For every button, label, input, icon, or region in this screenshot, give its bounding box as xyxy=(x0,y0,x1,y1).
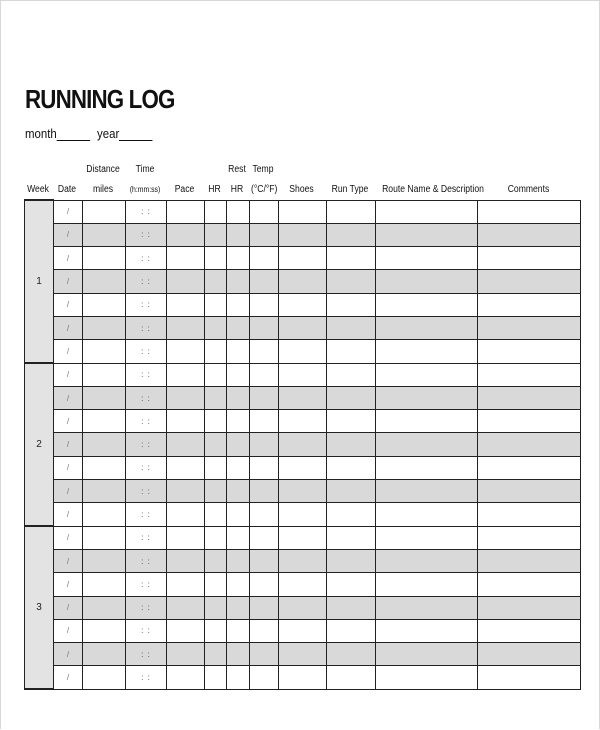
shoes-cell[interactable] xyxy=(279,247,327,270)
time-cell[interactable]: : : xyxy=(126,503,167,526)
rest-hr-cell[interactable] xyxy=(227,549,250,572)
time-cell[interactable]: : : xyxy=(126,456,167,479)
temp-cell[interactable] xyxy=(250,549,279,572)
header-distance-unit: miles xyxy=(92,184,114,195)
log-row xyxy=(25,456,581,479)
log-row xyxy=(25,643,581,666)
header-comments: Comments xyxy=(507,184,550,195)
rest-hr-cell[interactable] xyxy=(227,596,250,619)
rest-hr-cell[interactable] xyxy=(227,643,250,666)
date-cell[interactable]: / xyxy=(54,410,83,433)
month-field[interactable] xyxy=(25,126,90,141)
comments-cell[interactable] xyxy=(478,596,581,619)
header-rest-hr-label: HR xyxy=(230,184,244,195)
log-row xyxy=(25,549,581,572)
rest-hr-cell[interactable] xyxy=(227,200,250,223)
date-cell[interactable]: / xyxy=(54,340,83,363)
header-distance xyxy=(85,164,121,196)
time-cell[interactable]: : : xyxy=(126,480,167,503)
time-cell[interactable]: : : xyxy=(126,386,167,409)
run-type-cell[interactable] xyxy=(327,363,376,386)
header-route: Route Name & Description xyxy=(382,184,484,195)
pace-cell[interactable] xyxy=(167,526,205,549)
time-cell[interactable]: : : xyxy=(126,549,167,572)
hr-cell[interactable] xyxy=(205,316,227,339)
log-row xyxy=(25,270,581,293)
pace-cell[interactable] xyxy=(167,619,205,642)
route-cell[interactable] xyxy=(376,340,478,363)
temp-cell[interactable] xyxy=(250,643,279,666)
hr-cell[interactable] xyxy=(205,386,227,409)
rest-hr-cell[interactable] xyxy=(227,456,250,479)
route-cell[interactable] xyxy=(376,247,478,270)
hr-cell[interactable] xyxy=(205,247,227,270)
comments-cell[interactable] xyxy=(478,503,581,526)
comments-cell[interactable] xyxy=(478,386,581,409)
comments-cell[interactable] xyxy=(478,200,581,223)
log-row xyxy=(25,526,581,549)
date-cell[interactable]: / xyxy=(54,619,83,642)
temp-cell[interactable] xyxy=(250,270,279,293)
comments-cell[interactable] xyxy=(478,363,581,386)
header-time xyxy=(128,164,162,196)
date-cell[interactable]: / xyxy=(54,223,83,246)
run-type-cell[interactable] xyxy=(327,247,376,270)
pace-cell[interactable] xyxy=(167,549,205,572)
time-cell[interactable]: : : xyxy=(126,573,167,596)
header-temp xyxy=(250,164,278,196)
hr-cell[interactable] xyxy=(205,456,227,479)
distance-cell[interactable] xyxy=(83,363,126,386)
date-cell[interactable]: / xyxy=(54,480,83,503)
time-cell[interactable]: : : xyxy=(126,643,167,666)
pace-cell[interactable] xyxy=(167,200,205,223)
hr-cell[interactable] xyxy=(205,200,227,223)
rest-hr-cell[interactable] xyxy=(227,293,250,316)
header-temp-label: Temp xyxy=(252,164,274,175)
temp-cell[interactable] xyxy=(250,293,279,316)
comments-cell[interactable] xyxy=(478,270,581,293)
pace-cell[interactable] xyxy=(167,293,205,316)
route-cell[interactable] xyxy=(376,270,478,293)
time-cell[interactable]: : : xyxy=(126,223,167,246)
route-cell[interactable] xyxy=(376,549,478,572)
run-type-cell[interactable] xyxy=(327,456,376,479)
header-shoes: Shoes xyxy=(289,184,314,195)
rest-hr-cell[interactable] xyxy=(227,386,250,409)
week-number-cell: 3 xyxy=(25,526,54,689)
run-type-cell[interactable] xyxy=(327,270,376,293)
temp-cell[interactable] xyxy=(250,223,279,246)
comments-cell[interactable] xyxy=(478,549,581,572)
distance-cell[interactable] xyxy=(83,596,126,619)
year-field[interactable] xyxy=(97,126,153,141)
shoes-cell[interactable] xyxy=(279,270,327,293)
hr-cell[interactable] xyxy=(205,643,227,666)
route-cell[interactable] xyxy=(376,503,478,526)
log-row xyxy=(25,363,581,386)
pace-cell[interactable] xyxy=(167,503,205,526)
date-cell[interactable]: / xyxy=(54,666,83,689)
date-cell[interactable]: / xyxy=(54,643,83,666)
distance-cell[interactable] xyxy=(83,619,126,642)
rest-hr-cell[interactable] xyxy=(227,340,250,363)
run-type-cell[interactable] xyxy=(327,386,376,409)
run-type-cell[interactable] xyxy=(327,223,376,246)
distance-cell[interactable] xyxy=(83,223,126,246)
shoes-cell[interactable] xyxy=(279,410,327,433)
rest-hr-cell[interactable] xyxy=(227,433,250,456)
temp-cell[interactable] xyxy=(250,410,279,433)
log-row xyxy=(25,666,581,689)
route-cell[interactable] xyxy=(376,363,478,386)
time-cell[interactable]: : : xyxy=(126,340,167,363)
route-cell[interactable] xyxy=(376,573,478,596)
rest-hr-cell[interactable] xyxy=(227,666,250,689)
header-rest-hr xyxy=(228,164,247,196)
temp-cell[interactable] xyxy=(250,480,279,503)
date-cell[interactable]: / xyxy=(54,433,83,456)
shoes-cell[interactable] xyxy=(279,456,327,479)
route-cell[interactable] xyxy=(376,619,478,642)
run-type-cell[interactable] xyxy=(327,549,376,572)
hr-cell[interactable] xyxy=(205,340,227,363)
run-type-cell[interactable] xyxy=(327,316,376,339)
hr-cell[interactable] xyxy=(205,573,227,596)
rest-hr-cell[interactable] xyxy=(227,526,250,549)
distance-cell[interactable] xyxy=(83,503,126,526)
route-cell[interactable] xyxy=(376,596,478,619)
route-cell[interactable] xyxy=(376,386,478,409)
route-cell[interactable] xyxy=(376,200,478,223)
hr-cell[interactable] xyxy=(205,363,227,386)
date-cell[interactable]: / xyxy=(54,293,83,316)
temp-cell[interactable] xyxy=(250,433,279,456)
time-cell[interactable]: : : xyxy=(126,293,167,316)
rest-hr-cell[interactable] xyxy=(227,223,250,246)
hr-cell[interactable] xyxy=(205,526,227,549)
distance-cell[interactable] xyxy=(83,643,126,666)
shoes-cell[interactable] xyxy=(279,480,327,503)
log-row xyxy=(25,340,581,363)
shoes-cell[interactable] xyxy=(279,316,327,339)
temp-cell[interactable] xyxy=(250,316,279,339)
run-type-cell[interactable] xyxy=(327,293,376,316)
route-cell[interactable] xyxy=(376,666,478,689)
comments-cell[interactable] xyxy=(478,619,581,642)
distance-cell[interactable] xyxy=(83,526,126,549)
comments-cell[interactable] xyxy=(478,247,581,270)
run-type-cell[interactable] xyxy=(327,573,376,596)
header-time-label: Time xyxy=(135,164,155,175)
date-cell[interactable]: / xyxy=(54,247,83,270)
time-cell[interactable]: : : xyxy=(126,270,167,293)
log-row xyxy=(25,433,581,456)
hr-cell[interactable] xyxy=(205,666,227,689)
temp-cell[interactable] xyxy=(250,596,279,619)
time-cell[interactable]: : : xyxy=(126,410,167,433)
distance-cell[interactable] xyxy=(83,316,126,339)
time-cell[interactable]: : : xyxy=(126,316,167,339)
rest-hr-cell[interactable] xyxy=(227,316,250,339)
distance-cell[interactable] xyxy=(83,456,126,479)
shoes-cell[interactable] xyxy=(279,200,327,223)
shoes-cell[interactable] xyxy=(279,386,327,409)
header-hr: HR xyxy=(208,184,221,195)
route-cell[interactable] xyxy=(376,526,478,549)
hr-cell[interactable] xyxy=(205,480,227,503)
comments-cell[interactable] xyxy=(478,410,581,433)
log-row xyxy=(25,223,581,246)
header-temp-unit: (°C/°F) xyxy=(250,184,278,195)
header-pace: Pace xyxy=(174,184,195,195)
shoes-cell[interactable] xyxy=(279,573,327,596)
temp-cell[interactable] xyxy=(250,619,279,642)
date-cell[interactable]: / xyxy=(54,503,83,526)
distance-cell[interactable] xyxy=(83,480,126,503)
comments-cell[interactable] xyxy=(478,526,581,549)
running-log-table xyxy=(24,199,581,690)
distance-cell[interactable] xyxy=(83,270,126,293)
log-row xyxy=(25,573,581,596)
shoes-cell[interactable] xyxy=(279,619,327,642)
shoes-cell[interactable] xyxy=(279,223,327,246)
comments-cell[interactable] xyxy=(478,456,581,479)
hr-cell[interactable] xyxy=(205,293,227,316)
route-cell[interactable] xyxy=(376,643,478,666)
hr-cell[interactable] xyxy=(205,503,227,526)
hr-cell[interactable] xyxy=(205,410,227,433)
temp-cell[interactable] xyxy=(250,200,279,223)
rest-hr-cell[interactable] xyxy=(227,363,250,386)
shoes-cell[interactable] xyxy=(279,503,327,526)
date-cell[interactable]: / xyxy=(54,526,83,549)
page-title: RUNNING LOG xyxy=(25,84,175,114)
pace-cell[interactable] xyxy=(167,270,205,293)
date-cell[interactable]: / xyxy=(54,573,83,596)
header-week: Week xyxy=(27,184,49,195)
run-type-cell[interactable] xyxy=(327,666,376,689)
pace-cell[interactable] xyxy=(167,666,205,689)
shoes-cell[interactable] xyxy=(279,433,327,456)
pace-cell[interactable] xyxy=(167,316,205,339)
temp-cell[interactable] xyxy=(250,386,279,409)
route-cell[interactable] xyxy=(376,456,478,479)
header-rest-label: Rest xyxy=(228,164,246,175)
header-time-format: (h:mm:ss) xyxy=(129,185,161,194)
pace-cell[interactable] xyxy=(167,410,205,433)
time-cell[interactable]: : : xyxy=(126,247,167,270)
time-cell[interactable]: : : xyxy=(126,666,167,689)
time-cell[interactable]: : : xyxy=(126,433,167,456)
rest-hr-cell[interactable] xyxy=(227,573,250,596)
pace-cell[interactable] xyxy=(167,456,205,479)
distance-cell[interactable] xyxy=(83,666,126,689)
time-cell[interactable]: : : xyxy=(126,200,167,223)
pace-cell[interactable] xyxy=(167,643,205,666)
run-type-cell[interactable] xyxy=(327,619,376,642)
log-row xyxy=(25,410,581,433)
temp-cell[interactable] xyxy=(250,573,279,596)
hr-cell[interactable] xyxy=(205,433,227,456)
shoes-cell[interactable] xyxy=(279,526,327,549)
log-row xyxy=(25,293,581,316)
hr-cell[interactable] xyxy=(205,596,227,619)
pace-cell[interactable] xyxy=(167,433,205,456)
distance-cell[interactable] xyxy=(83,200,126,223)
hr-cell[interactable] xyxy=(205,549,227,572)
pace-cell[interactable] xyxy=(167,363,205,386)
route-cell[interactable] xyxy=(376,316,478,339)
time-cell[interactable]: : : xyxy=(126,596,167,619)
log-row xyxy=(25,386,581,409)
pace-cell[interactable] xyxy=(167,223,205,246)
rest-hr-cell[interactable] xyxy=(227,480,250,503)
temp-cell[interactable] xyxy=(250,526,279,549)
header-date: Date xyxy=(57,184,77,195)
month-blank-line[interactable] xyxy=(57,128,90,141)
date-cell[interactable]: / xyxy=(54,270,83,293)
comments-cell[interactable] xyxy=(478,316,581,339)
rest-hr-cell[interactable] xyxy=(227,247,250,270)
shoes-cell[interactable] xyxy=(279,549,327,572)
shoes-cell[interactable] xyxy=(279,293,327,316)
year-blank-line[interactable] xyxy=(119,128,152,141)
pace-cell[interactable] xyxy=(167,247,205,270)
distance-cell[interactable] xyxy=(83,573,126,596)
date-cell[interactable]: / xyxy=(54,200,83,223)
distance-cell[interactable] xyxy=(83,293,126,316)
temp-cell[interactable] xyxy=(250,666,279,689)
temp-cell[interactable] xyxy=(250,363,279,386)
run-type-cell[interactable] xyxy=(327,480,376,503)
shoes-cell[interactable] xyxy=(279,596,327,619)
log-row xyxy=(25,247,581,270)
comments-cell[interactable] xyxy=(478,480,581,503)
hr-cell[interactable] xyxy=(205,270,227,293)
shoes-cell[interactable] xyxy=(279,363,327,386)
log-row xyxy=(25,480,581,503)
shoes-cell[interactable] xyxy=(279,340,327,363)
pace-cell[interactable] xyxy=(167,573,205,596)
comments-cell[interactable] xyxy=(478,223,581,246)
shoes-cell[interactable] xyxy=(279,643,327,666)
log-row xyxy=(25,619,581,642)
run-type-cell[interactable] xyxy=(327,433,376,456)
time-cell[interactable]: : : xyxy=(126,526,167,549)
run-type-cell[interactable] xyxy=(327,340,376,363)
week-number-cell: 1 xyxy=(25,200,54,363)
pace-cell[interactable] xyxy=(167,596,205,619)
rest-hr-cell[interactable] xyxy=(227,503,250,526)
comments-cell[interactable] xyxy=(478,340,581,363)
distance-cell[interactable] xyxy=(83,549,126,572)
comments-cell[interactable] xyxy=(478,293,581,316)
run-type-cell[interactable] xyxy=(327,200,376,223)
time-cell[interactable]: : : xyxy=(126,619,167,642)
route-cell[interactable] xyxy=(376,410,478,433)
time-cell[interactable]: : : xyxy=(126,363,167,386)
week-number-cell: 2 xyxy=(25,363,54,526)
run-type-cell[interactable] xyxy=(327,503,376,526)
date-cell[interactable]: / xyxy=(54,549,83,572)
route-cell[interactable] xyxy=(376,293,478,316)
log-row xyxy=(25,503,581,526)
route-cell[interactable] xyxy=(376,223,478,246)
run-type-cell[interactable] xyxy=(327,410,376,433)
distance-cell[interactable] xyxy=(83,433,126,456)
run-type-cell[interactable] xyxy=(327,596,376,619)
temp-cell[interactable] xyxy=(250,456,279,479)
distance-cell[interactable] xyxy=(83,340,126,363)
run-type-cell[interactable] xyxy=(327,526,376,549)
comments-cell[interactable] xyxy=(478,666,581,689)
pace-cell[interactable] xyxy=(167,340,205,363)
log-row xyxy=(25,200,581,223)
distance-cell[interactable] xyxy=(83,247,126,270)
distance-cell[interactable] xyxy=(83,410,126,433)
temp-cell[interactable] xyxy=(250,503,279,526)
rest-hr-cell[interactable] xyxy=(227,410,250,433)
header-distance-label: Distance xyxy=(86,164,120,175)
pace-cell[interactable] xyxy=(167,480,205,503)
date-cell[interactable]: / xyxy=(54,596,83,619)
comments-cell[interactable] xyxy=(478,573,581,596)
pace-cell[interactable] xyxy=(167,386,205,409)
date-cell[interactable]: / xyxy=(54,363,83,386)
rest-hr-cell[interactable] xyxy=(227,270,250,293)
hr-cell[interactable] xyxy=(205,619,227,642)
rest-hr-cell[interactable] xyxy=(227,619,250,642)
year-label: year xyxy=(97,126,120,141)
run-type-cell[interactable] xyxy=(327,643,376,666)
route-cell[interactable] xyxy=(376,433,478,456)
month-label: month xyxy=(25,126,57,141)
distance-cell[interactable] xyxy=(83,386,126,409)
running-log-body xyxy=(25,200,581,689)
log-row xyxy=(25,596,581,619)
log-row xyxy=(25,316,581,339)
date-cell[interactable]: / xyxy=(54,456,83,479)
route-cell[interactable] xyxy=(376,480,478,503)
hr-cell[interactable] xyxy=(205,223,227,246)
temp-cell[interactable] xyxy=(250,247,279,270)
comments-cell[interactable] xyxy=(478,433,581,456)
date-cell[interactable]: / xyxy=(54,386,83,409)
date-cell[interactable]: / xyxy=(54,316,83,339)
temp-cell[interactable] xyxy=(250,340,279,363)
comments-cell[interactable] xyxy=(478,643,581,666)
shoes-cell[interactable] xyxy=(279,666,327,689)
header-run-type: Run Type xyxy=(331,184,369,195)
